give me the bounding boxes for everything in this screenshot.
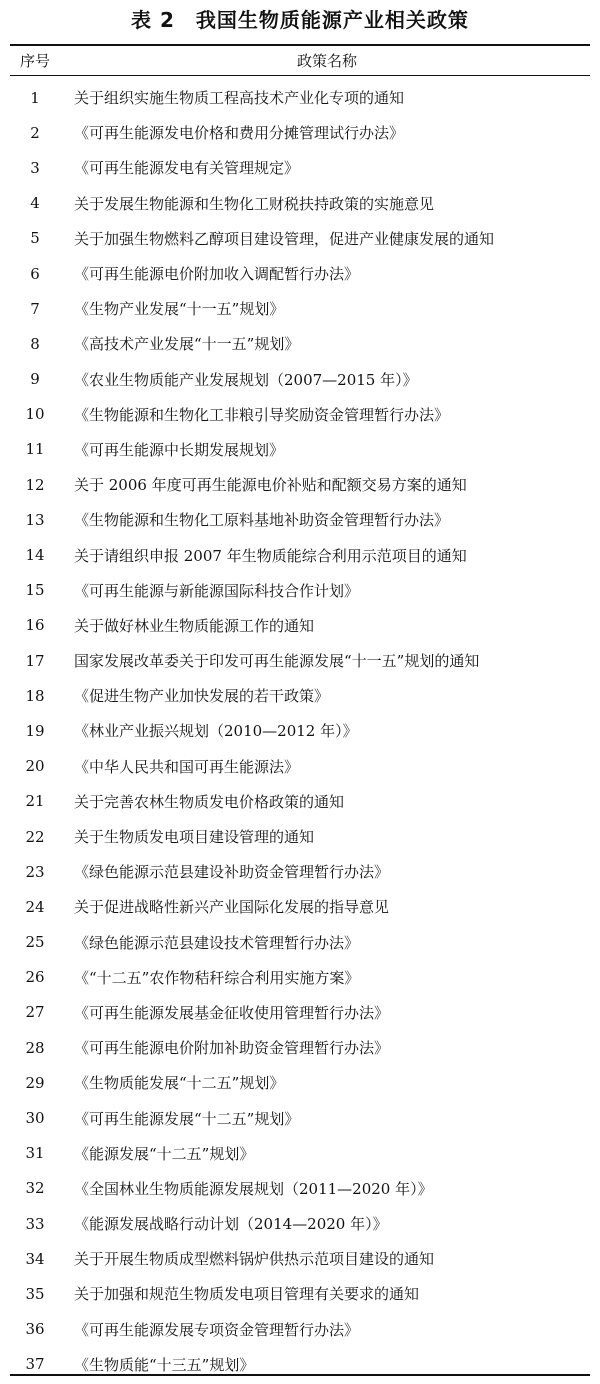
row-index: 35 bbox=[25, 1284, 45, 1303]
table-row bbox=[10, 925, 590, 960]
row-policy-name: 《生物能源和生物化工非粮引导奖励资金管理暂行办法》 bbox=[74, 405, 450, 424]
header-policy-name: 政策名称 bbox=[296, 52, 357, 70]
table-row bbox=[10, 573, 590, 608]
row-index: 28 bbox=[25, 1038, 45, 1057]
row-index: 5 bbox=[30, 229, 40, 248]
table-row bbox=[10, 784, 590, 819]
row-policy-name: 《全国林业生物质能源发展规划（2011—2020 年）》 bbox=[74, 1179, 433, 1198]
row-index: 15 bbox=[25, 581, 45, 600]
row-policy-name: 关于加强和规范生物质发电项目管理有关要求的通知 bbox=[74, 1285, 420, 1304]
row-index: 25 bbox=[25, 933, 45, 952]
table-title: 表 2 我国生物质能源产业相关政策 bbox=[131, 8, 469, 32]
table-row bbox=[10, 537, 590, 572]
row-policy-name: 《可再生能源电价附加补助资金管理暂行办法》 bbox=[74, 1039, 390, 1058]
table-row bbox=[10, 713, 590, 748]
row-index: 31 bbox=[25, 1144, 45, 1163]
row-policy-name: 关于请组织申报 2007 年生物质能综合利用示范项目的通知 bbox=[74, 546, 467, 565]
row-policy-name: 《生物质能发展“十二五”规划》 bbox=[74, 1074, 285, 1093]
table-row bbox=[10, 432, 590, 467]
table-row bbox=[10, 1065, 590, 1100]
row-policy-name: 关于组织实施生物质工程高技术产业化专项的通知 bbox=[74, 89, 405, 108]
row-index: 2 bbox=[30, 123, 40, 142]
row-policy-name: 关于促进战略性新兴产业国际化发展的指导意见 bbox=[74, 898, 390, 917]
row-policy-name: 《能源发展“十二五”规划》 bbox=[74, 1144, 255, 1163]
table-row bbox=[10, 889, 590, 924]
row-policy-name: 《生物产业发展“十一五”规划》 bbox=[74, 300, 285, 319]
row-index: 3 bbox=[30, 158, 40, 177]
table-row bbox=[10, 1206, 590, 1241]
table-row bbox=[10, 150, 590, 185]
row-policy-name: 《可再生能源发电价格和费用分摊管理试行办法》 bbox=[74, 124, 405, 143]
row-index: 30 bbox=[25, 1109, 45, 1128]
row-index: 37 bbox=[25, 1355, 45, 1374]
table-row bbox=[10, 256, 590, 291]
row-index: 32 bbox=[25, 1179, 45, 1198]
table-row bbox=[10, 819, 590, 854]
row-index: 27 bbox=[25, 1003, 45, 1022]
row-policy-name: 关于发展生物能源和生物化工财税扶持政策的实施意见 bbox=[74, 194, 435, 213]
top-rule bbox=[10, 44, 590, 46]
row-policy-name: 《高技术产业发展“十一五”规划》 bbox=[74, 335, 300, 354]
table-row bbox=[10, 1312, 590, 1347]
row-index: 16 bbox=[25, 616, 45, 635]
row-index: 29 bbox=[25, 1073, 45, 1092]
table-row bbox=[10, 995, 590, 1030]
row-index: 14 bbox=[25, 546, 45, 565]
row-policy-name: 《林业产业振兴规划（2010—2012 年）》 bbox=[74, 722, 358, 741]
table-row bbox=[10, 115, 590, 150]
row-policy-name: 关于做好林业生物质能源工作的通知 bbox=[74, 616, 315, 635]
table-row bbox=[10, 1030, 590, 1065]
table-row bbox=[10, 221, 590, 256]
row-policy-name: 《可再生能源发电有关管理规定》 bbox=[74, 159, 300, 178]
policy-table-body bbox=[10, 80, 590, 1372]
table-row bbox=[10, 1276, 590, 1311]
row-policy-name: 《生物能源和生物化工原料基地补助资金管理暂行办法》 bbox=[74, 511, 450, 530]
row-index: 36 bbox=[25, 1320, 45, 1339]
row-policy-name: 《绿色能源示范县建设补助资金管理暂行办法》 bbox=[74, 863, 390, 882]
header-index: 序号 bbox=[19, 52, 50, 70]
row-index: 6 bbox=[30, 264, 40, 283]
table-row bbox=[10, 467, 590, 502]
row-policy-name: 《可再生能源发展“十二五”规划》 bbox=[74, 1109, 300, 1128]
row-index: 34 bbox=[25, 1249, 45, 1268]
table-row bbox=[10, 80, 590, 115]
row-policy-name: 《可再生能源中长期发展规划》 bbox=[74, 440, 285, 459]
table-row bbox=[10, 678, 590, 713]
row-policy-name: 关于开展生物质成型燃料锅炉供热示范项目建设的通知 bbox=[74, 1250, 435, 1269]
table-row bbox=[10, 326, 590, 361]
row-index: 8 bbox=[30, 334, 40, 353]
table-row bbox=[10, 397, 590, 432]
row-index: 26 bbox=[25, 968, 45, 987]
row-index: 1 bbox=[30, 88, 40, 107]
row-index: 17 bbox=[25, 651, 45, 670]
row-index: 24 bbox=[25, 897, 45, 916]
row-policy-name: 《可再生能源发展专项资金管理暂行办法》 bbox=[74, 1320, 360, 1339]
table-row bbox=[10, 960, 590, 995]
row-policy-name: 《促进生物产业加快发展的若干政策》 bbox=[74, 687, 330, 706]
row-index: 11 bbox=[25, 440, 45, 459]
row-index: 12 bbox=[25, 475, 45, 494]
table-row bbox=[10, 854, 590, 889]
table-row bbox=[10, 1171, 590, 1206]
row-index: 21 bbox=[25, 792, 45, 811]
row-index: 19 bbox=[25, 721, 45, 740]
row-policy-name: 《农业生物质能产业发展规划（2007—2015 年）》 bbox=[74, 370, 418, 389]
row-index: 4 bbox=[30, 194, 40, 213]
table-row bbox=[10, 608, 590, 643]
row-index: 23 bbox=[25, 862, 45, 881]
header-rule bbox=[10, 75, 590, 76]
row-index: 33 bbox=[25, 1214, 45, 1233]
row-policy-name: 关于生物质发电项目建设管理的通知 bbox=[74, 828, 315, 847]
row-policy-name: 《可再生能源与新能源国际科技合作计划》 bbox=[74, 581, 360, 600]
table-row bbox=[10, 362, 590, 397]
row-index: 7 bbox=[30, 299, 40, 318]
table-row bbox=[10, 186, 590, 221]
table-row bbox=[10, 1100, 590, 1135]
row-index: 10 bbox=[25, 405, 45, 424]
table-row bbox=[10, 1136, 590, 1171]
bottom-rule bbox=[10, 1374, 590, 1376]
row-policy-name: 《能源发展战略行动计划（2014—2020 年）》 bbox=[74, 1215, 388, 1234]
row-index: 18 bbox=[25, 686, 45, 705]
row-policy-name: 《生物质能“十三五”规划》 bbox=[74, 1355, 255, 1374]
table-row bbox=[10, 749, 590, 784]
row-policy-name: 《可再生能源发展基金征收使用管理暂行办法》 bbox=[74, 1003, 390, 1022]
row-policy-name: 关于 2006 年度可再生能源电价补贴和配额交易方案的通知 bbox=[74, 476, 467, 495]
row-policy-name: 关于完善农林生物质发电价格政策的通知 bbox=[74, 792, 345, 811]
row-policy-name: 《中华人民共和国可再生能源法》 bbox=[74, 757, 300, 776]
row-policy-name: 《可再生能源电价附加收入调配暂行办法》 bbox=[74, 265, 360, 284]
row-index: 22 bbox=[25, 827, 45, 846]
table-row bbox=[10, 643, 590, 678]
row-policy-name: 国家发展改革委关于印发可再生能源发展“十一五”规划的通知 bbox=[74, 652, 480, 671]
table-row bbox=[10, 502, 590, 537]
row-index: 20 bbox=[25, 757, 45, 776]
table-row bbox=[10, 1241, 590, 1276]
row-policy-name: 《绿色能源示范县建设技术管理暂行办法》 bbox=[74, 933, 360, 952]
table-row bbox=[10, 1347, 590, 1382]
row-policy-name: 关于加强生物燃料乙醇项目建设管理，促进产业健康发展的通知 bbox=[74, 229, 495, 248]
row-index: 9 bbox=[30, 370, 40, 389]
row-policy-name: 《“十二五”农作物秸秆综合利用实施方案》 bbox=[74, 968, 360, 987]
table-row bbox=[10, 291, 590, 326]
row-index: 13 bbox=[25, 510, 45, 529]
